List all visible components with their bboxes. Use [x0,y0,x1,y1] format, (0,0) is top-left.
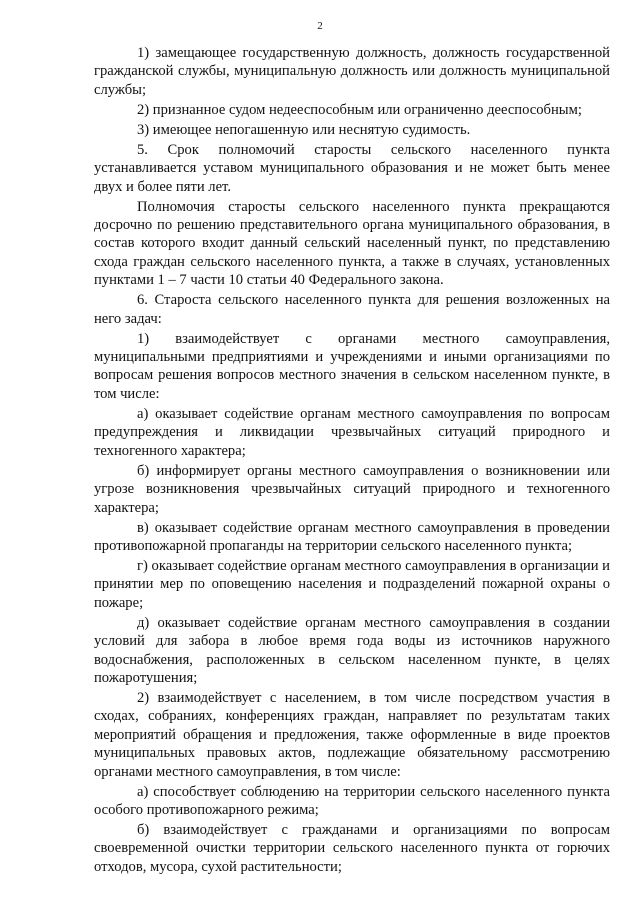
paragraph: 1) замещающее государственную должность, должность государственной гражданской службы, муниципальную должность или должность муниципальной службы; [94,45,610,98]
paragraph: д) оказывает содействие органам местного самоуправления в создании условий для забора в любое время года воды из источников наружного водоснабжения, расположенных в сельском населенном пункте, в целях пожаротушения; [94,614,610,686]
paragraph: г) оказывает содействие органам местного самоуправления в организации и принятии мер по оповещению населения и подразделений пожарной охраны о пожаре; [94,557,610,611]
document-body [94,44,610,878]
paragraph: в) оказывает содействие органам местного самоуправления в проведении противопожарной пропаганды на территории сельского населенного пункта; [94,519,610,554]
paragraph: 6. Староста сельского населенного пункта для решения возложенных на него задач: [94,292,610,327]
paragraph: 2) признанное судом недееспособным или ограниченно дееспособным; [137,101,582,118]
page-number: 2 [317,20,323,32]
paragraph: б) взаимодействует с гражданами и организациями по вопросам своевременной очистки территории сельского населенного пункта от горючих отходов, мусора, сухой растительности; [94,821,610,875]
paragraph: 3) имеющее непогашенную или неснятую судимость. [137,121,471,138]
paragraph: Полномочия старосты сельского населенного пункта прекращаются досрочно по решению представительного органа муниципального образования, в состав которого входит данный сельский населенный пункт, по представлению схода граждан сельского населенного пункта, а также в случаях, установленных пунктами 1 – 7 части 10 статьи 40 Федерального закона. [94,198,610,289]
paragraph: 1) взаимодействует с органами местного самоуправления, муниципальными предприятиями и учреждениями и иными организациями по вопросам решения вопросов местного значения в сельском населенном пункте, в том числе: [94,330,610,402]
paragraph: б) информирует органы местного самоуправления о возникновении или угрозе возникновения чрезвычайных ситуаций природного и техногенного характера; [94,462,610,516]
paragraph: а) оказывает содействие органам местного самоуправления по вопросам предупреждения и ликвидации чрезвычайных ситуаций природного и техногенного характера; [94,405,610,459]
paragraph: 5. Срок полномочий старосты сельского населенного пункта устанавливается уставом муниципального образования и не может быть менее двух и более пяти лет. [94,141,610,195]
paragraph: 2) взаимодействует с населением, в том числе посредством участия в сходах, собраниях, конференциях граждан, направляет по результатам таких мероприятий обращения и предложения, также оформленные в виде проектов муниципальных правовых актов, подлежащие обязательному рассмотрению органами местного самоуправления, в том числе: [94,689,610,780]
paragraph: а) способствует соблюдению на территории сельского населенного пункта особого противопожарного режима; [94,783,610,818]
